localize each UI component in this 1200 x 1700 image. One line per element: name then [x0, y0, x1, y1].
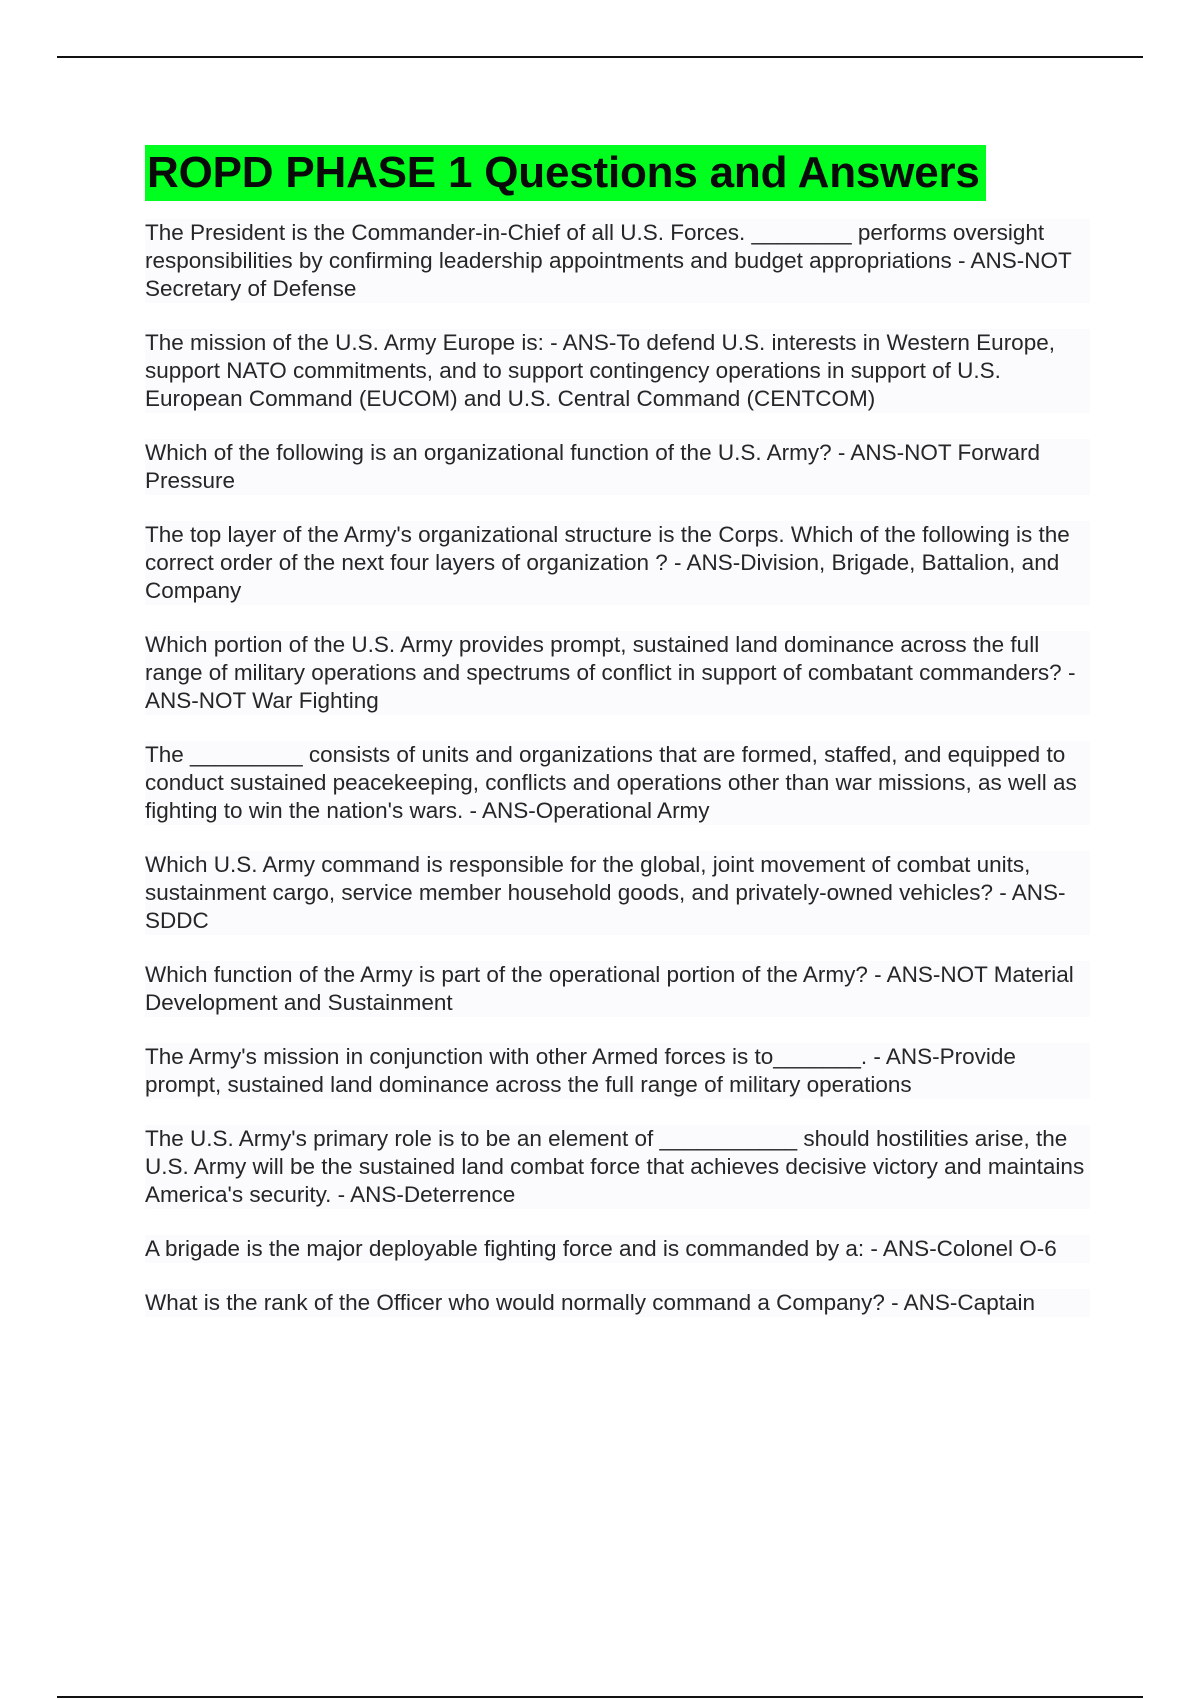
- qa-item: A brigade is the major deployable fighting force and is commanded by a: - ANS-Colonel O-6: [145, 1235, 1090, 1263]
- qa-item: Which U.S. Army command is responsible for the global, joint movement of combat units, sustainment cargo, service member household goods, and privately-owned vehicles? - ANS-SDDC: [145, 851, 1090, 935]
- top-divider: [57, 56, 1143, 58]
- document-title: ROPD PHASE 1 Questions and Answers: [145, 145, 986, 201]
- qa-item: The top layer of the Army's organizational structure is the Corps. Which of the following is the correct order of the next four layers of organization ? - ANS-Division, Brigade, Battalion, and Company: [145, 521, 1090, 605]
- qa-item: The mission of the U.S. Army Europe is: - ANS-To defend U.S. interests in Western Europe, support NATO commitments, and to support contingency operations in support of U.S. European Command (EUCOM) and U.S. Central Command (CENTCOM): [145, 329, 1090, 413]
- qa-item: Which portion of the U.S. Army provides prompt, sustained land dominance across the full range of military operations and spectrums of conflict in support of combatant commanders? - ANS-NOT War Fighting: [145, 631, 1090, 715]
- qa-list: [145, 219, 1090, 1317]
- qa-item: Which function of the Army is part of the operational portion of the Army? - ANS-NOT Material Development and Sustainment: [145, 961, 1090, 1017]
- qa-item: The _________ consists of units and organizations that are formed, staffed, and equipped to conduct sustained peacekeeping, conflicts and operations other than war missions, as well as fighting to win the nation's wars. - ANS-Operational Army: [145, 741, 1090, 825]
- bottom-divider: [57, 1696, 1143, 1698]
- qa-item: Which of the following is an organizational function of the U.S. Army? - ANS-NOT Forward Pressure: [145, 439, 1090, 495]
- qa-item: The President is the Commander-in-Chief of all U.S. Forces. ________ performs oversight responsibilities by confirming leadership appointments and budget appropriations - ANS-NOT Secretary of Defense: [145, 219, 1090, 303]
- qa-item: The Army's mission in conjunction with other Armed forces is to_______. - ANS-Provide prompt, sustained land dominance across the full range of military operations: [145, 1043, 1090, 1099]
- qa-item: The U.S. Army's primary role is to be an element of ___________ should hostilities arise, the U.S. Army will be the sustained land combat force that achieves decisive victory and maintains America's security. - ANS-Deterrence: [145, 1125, 1090, 1209]
- document-body: [145, 145, 1090, 1343]
- qa-item: What is the rank of the Officer who would normally command a Company? - ANS-Captain: [145, 1289, 1090, 1317]
